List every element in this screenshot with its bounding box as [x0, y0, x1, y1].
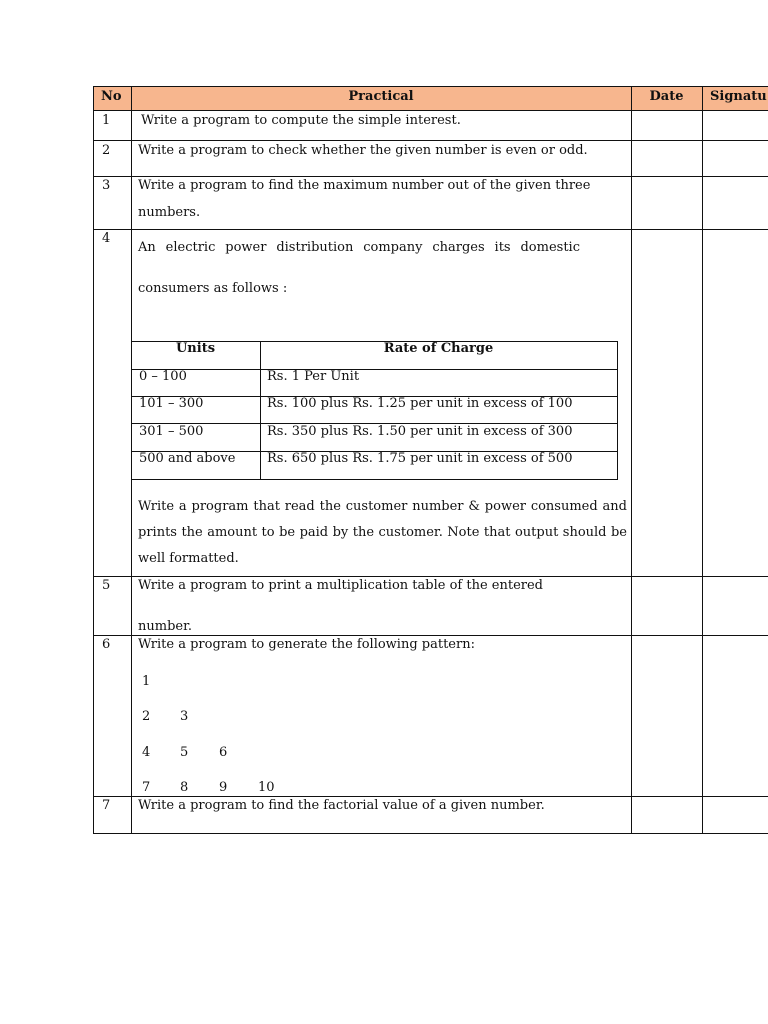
tariff-header-rate: Rate of Charge: [383, 341, 494, 356]
pattern-number: 3: [180, 709, 189, 724]
row-line: [93, 110, 768, 111]
row-number: 3: [102, 178, 111, 193]
row-number: 4: [102, 231, 111, 246]
tariff-column-line: [617, 341, 618, 480]
pattern-number: 9: [219, 780, 228, 795]
tariff-row-line: [131, 479, 618, 480]
row-number: 2: [102, 143, 111, 158]
pattern-number: 6: [219, 745, 228, 760]
row-line: [93, 635, 768, 636]
practical-text-line2: numbers.: [138, 205, 201, 220]
tariff-row-line: [131, 369, 618, 370]
tariff-rate: Rs. 650 plus Rs. 1.75 per unit in excess of 500: [267, 451, 573, 466]
column-line: [702, 86, 703, 834]
practical-text-line2: number.: [138, 619, 193, 634]
header-practical: Practical: [348, 89, 414, 104]
pattern-number: 10: [258, 780, 275, 795]
row-line: [93, 576, 768, 577]
pattern-number: 4: [142, 745, 151, 760]
practical-text: Write a program to generate the following pattern:: [138, 637, 475, 652]
pattern-number: 5: [180, 745, 189, 760]
practical-text: Write a program to check whether the given number is even or odd.: [138, 143, 588, 158]
practical-text: Write a program to find the factorial value of a given number.: [138, 798, 545, 813]
row-number: 6: [102, 637, 111, 652]
column-line: [131, 86, 132, 834]
pattern-number: 2: [142, 709, 151, 724]
tariff-units: 500 and above: [139, 451, 236, 466]
row-number: 7: [102, 798, 111, 813]
pattern-number: 7: [142, 780, 151, 795]
tariff-rate: Rs. 100 plus Rs. 1.25 per unit in excess of 100: [267, 396, 573, 411]
tariff-column-line: [260, 341, 261, 480]
tariff-intro: An electric power distribution company charges its domestic consumers as follows :: [138, 240, 580, 296]
practical-text-line1: Write a program to print a multiplication table of the entered: [138, 578, 543, 593]
tariff-outro: Write a program that read the customer number & power consumed and prints the amount to be paid by the customer. Note that output should be well formatted.: [138, 499, 627, 566]
tariff-header-units: Units: [175, 341, 216, 356]
row-line: [93, 86, 768, 87]
row-line: [93, 176, 768, 177]
practical-text: Write a program to compute the simple interest.: [141, 113, 461, 128]
tariff-rate: Rs. 350 plus Rs. 1.50 per unit in excess of 300: [267, 424, 573, 439]
header-signature: Signatu: [710, 89, 767, 104]
row-line: [93, 796, 768, 797]
pattern-number: 1: [142, 674, 151, 689]
row-line: [93, 140, 768, 141]
column-line: [631, 86, 632, 834]
pattern-number: 8: [180, 780, 189, 795]
row-number: 1: [102, 113, 111, 128]
tariff-rate: Rs. 1 Per Unit: [267, 369, 360, 384]
tariff-units: 0 – 100: [139, 369, 187, 384]
tariff-units: 301 – 500: [139, 424, 204, 439]
header-no: No: [101, 89, 122, 104]
tariff-units: 101 – 300: [139, 396, 204, 411]
row-line: [93, 833, 768, 834]
column-line: [93, 86, 94, 834]
row-number: 5: [102, 578, 111, 593]
practical-text-line1: Write a program to find the maximum number out of the given three: [138, 178, 591, 193]
header-date: Date: [649, 89, 684, 104]
